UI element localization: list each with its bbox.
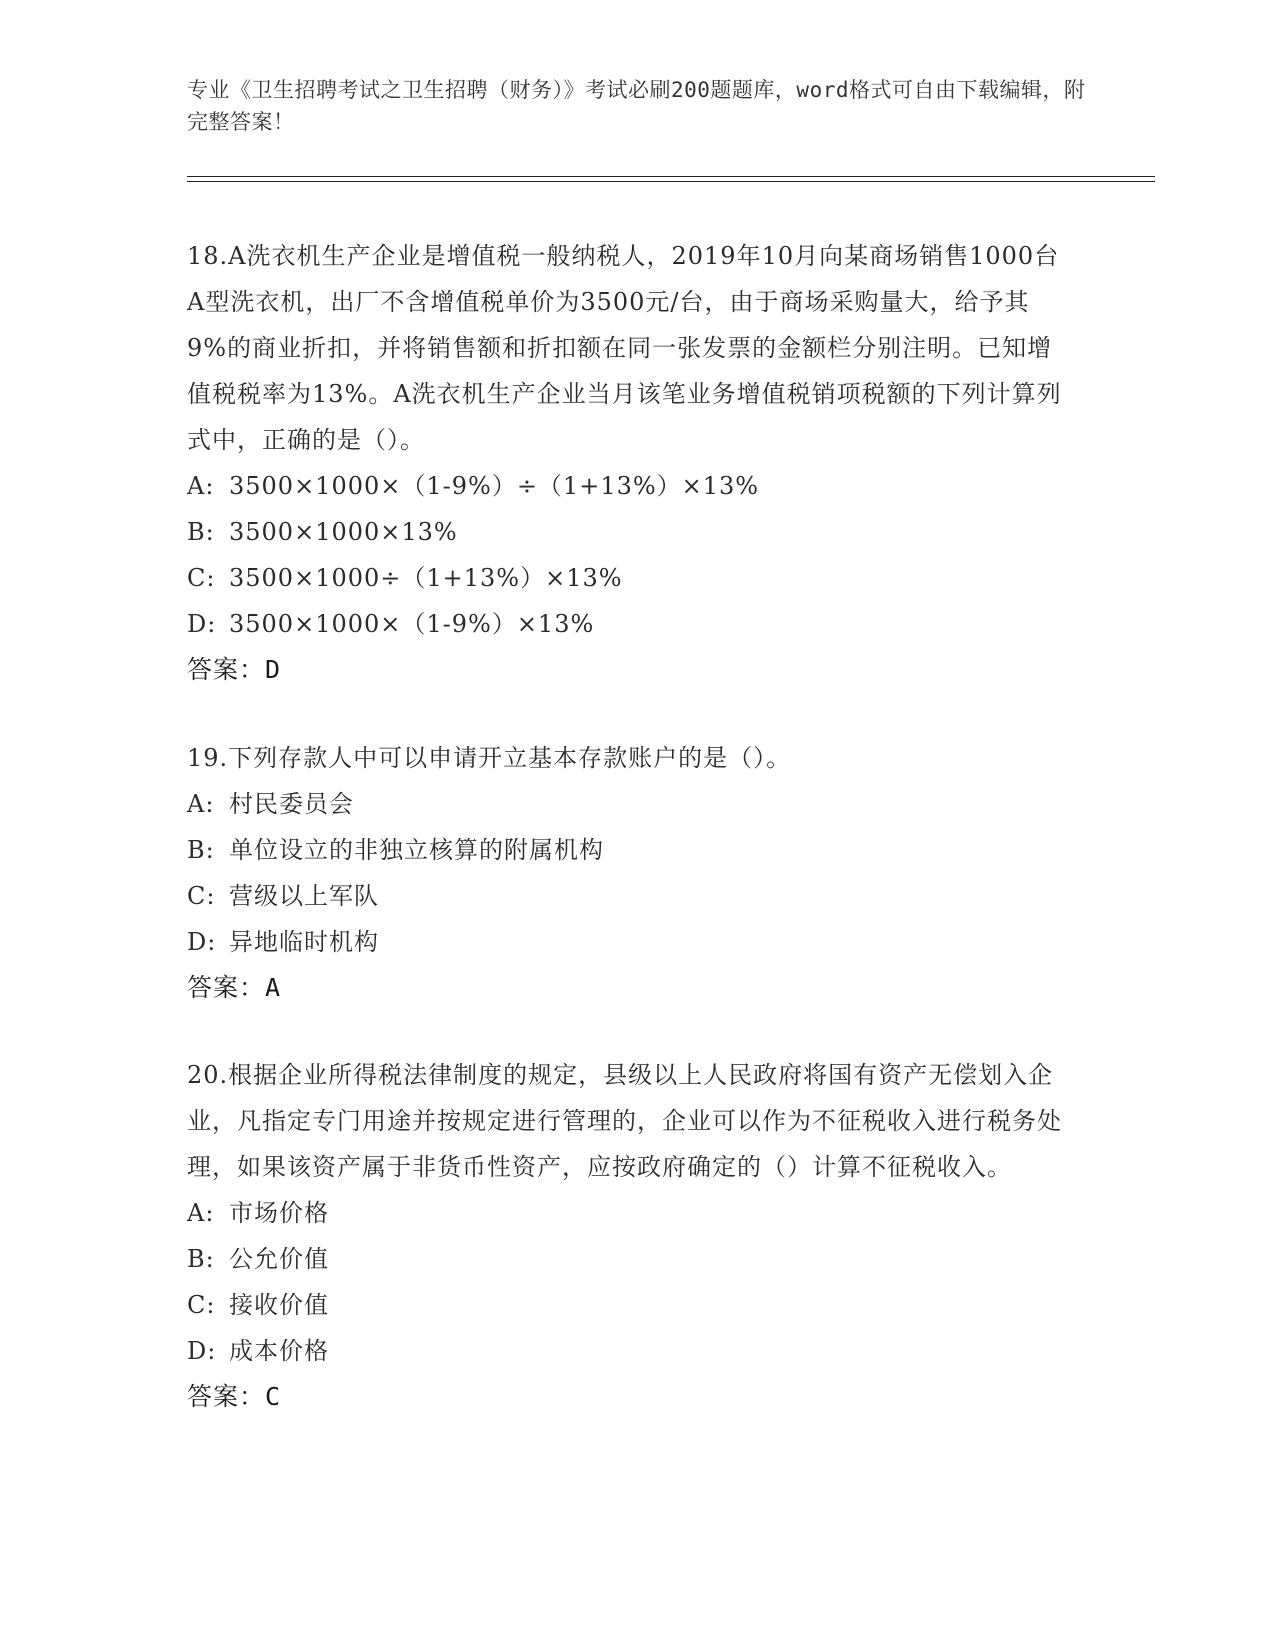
header-divider-bottom: [187, 181, 1155, 182]
option-text: 接收价值: [229, 1291, 329, 1319]
option-key: D:: [187, 928, 217, 956]
option-key: B:: [187, 518, 215, 546]
question-19: [187, 735, 1067, 1011]
option-text: 3500×1000×（1-9%）×13%: [229, 610, 595, 638]
option-d: [187, 601, 1067, 647]
option-key: C:: [187, 1291, 216, 1319]
option-text: 营级以上军队: [229, 882, 379, 910]
option-key: C:: [187, 882, 216, 910]
option-b: [187, 1236, 1067, 1282]
option-b: [187, 509, 1067, 555]
option-key: D:: [187, 610, 217, 638]
option-d: [187, 1328, 1067, 1374]
option-text: 3500×1000÷（1+13%）×13%: [229, 564, 623, 592]
answer-line: 答案：A: [187, 973, 282, 1002]
question-stem: 18.A洗衣机生产企业是增值税一般纳税人，2019年10月向某商场销售1000台A型洗衣机，出厂不含增值税单价为3500元/台，由于商场采购量大，给予其9%的商业折扣，并将销售额和折扣额在同一张发票的金额栏分别注明。已知增值税税率为13%。A洗衣机生产企业当月该笔业务增值税销项税额的下列计算列式中，正确的是（）。: [187, 242, 1062, 454]
option-key: A:: [187, 472, 215, 500]
option-key: D:: [187, 1337, 217, 1365]
option-text: 市场价格: [229, 1199, 329, 1227]
option-c: [187, 1282, 1067, 1328]
option-text: 异地临时机构: [229, 928, 379, 956]
option-text: 村民委员会: [229, 790, 354, 818]
option-a: [187, 463, 1067, 509]
option-key: B:: [187, 836, 215, 864]
option-a: [187, 781, 1067, 827]
header-divider-top: [187, 176, 1155, 177]
option-key: A:: [187, 790, 215, 818]
option-key: A:: [187, 1199, 215, 1227]
option-text: 3500×1000×13%: [229, 518, 458, 546]
option-c: [187, 555, 1067, 601]
option-a: [187, 1190, 1067, 1236]
document-header: 专业《卫生招聘考试之卫生招聘（财务）》考试必刷200题题库，word格式可自由下载编辑，附完整答案！: [187, 78, 1086, 134]
option-key: C:: [187, 564, 216, 592]
option-b: [187, 827, 1067, 873]
question-18: [187, 233, 1067, 693]
answer-line: 答案：D: [187, 655, 282, 684]
option-c: [187, 873, 1067, 919]
answer-line: 答案：C: [187, 1382, 282, 1411]
option-d: [187, 919, 1067, 965]
question-stem: 19.下列存款人中可以申请开立基本存款账户的是（）。: [187, 744, 792, 772]
option-text: 3500×1000×（1-9%）÷（1+13%）×13%: [229, 472, 760, 500]
question-20: [187, 1052, 1067, 1420]
option-text: 成本价格: [229, 1337, 329, 1365]
option-text: 公允价值: [229, 1245, 329, 1273]
question-stem: 20.根据企业所得税法律制度的规定，县级以上人民政府将国有资产无偿划入企业，凡指定专门用途并按规定进行管理的，企业可以作为不征税收入进行税务处理，如果该资产属于非货币性资产，应按政府确定的（）计算不征税收入。: [187, 1061, 1062, 1181]
option-key: B:: [187, 1245, 215, 1273]
option-text: 单位设立的非独立核算的附属机构: [229, 836, 604, 864]
